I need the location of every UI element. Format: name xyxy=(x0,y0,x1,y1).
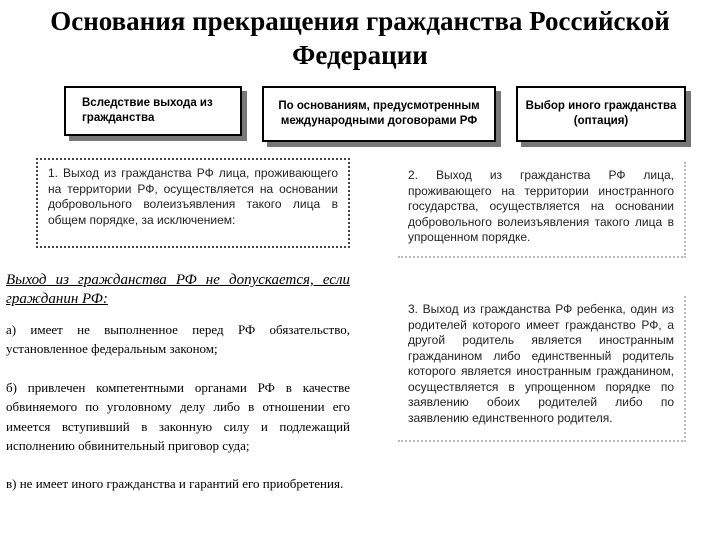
item-2-panel xyxy=(398,162,686,258)
item-1-panel xyxy=(36,158,350,248)
box-withdrawal-label: Вследствие выхода из гражданства xyxy=(82,97,213,124)
exception-b: б) привлечен компетентными органами РФ в качестве обвиняемого по уголовному делу либо в отношении его имеется вступивший в законную силу и подлежащий исполнению обвинительный приговор суда; xyxy=(6,380,350,453)
item-3-text: 3. Выход из гражданства РФ ребенка, один из родителей которого имеет гражданство РФ, а другой родитель является иностранным гражданином либо единственный родитель которого является иностранным гражданином, осуществляется в упрощенном порядке по заявлению обоих родителей либо по заявлению единственного родителя. xyxy=(408,302,674,425)
item-2-text: 2. Выход из гражданства РФ лица, проживающего на территории иностранного государства, осуществляется на основании добровольного волеизъявления такого лица в упрощенном порядке. xyxy=(408,168,674,244)
box-international-treaties xyxy=(262,86,496,142)
exception-a: а) имеет не выполненное перед РФ обязательство, установленное федеральным законом; xyxy=(6,322,350,357)
box-option-label: Выбор иного гражданства (оптация) xyxy=(525,100,677,127)
item-3-panel xyxy=(398,296,686,442)
box-international-treaties-label: По основаниям, предусмотренным международными договорами РФ xyxy=(278,100,480,127)
exception-lead: Выход из гражданства РФ не допускается, если гражданин РФ: xyxy=(6,272,350,307)
box-option xyxy=(516,86,686,142)
box-withdrawal xyxy=(64,86,242,136)
exception-c: в) не имеет иного гражданства и гарантий его приобретения. xyxy=(6,476,344,491)
item-1-text: 1. Выход из гражданства РФ лица, проживающего на территории РФ, осуществляется на основании добровольного волеизъявления такого лица в общем порядке, за исключением: xyxy=(48,166,338,227)
page-title: Основания прекращения гражданства Российской Федерации xyxy=(50,6,670,70)
